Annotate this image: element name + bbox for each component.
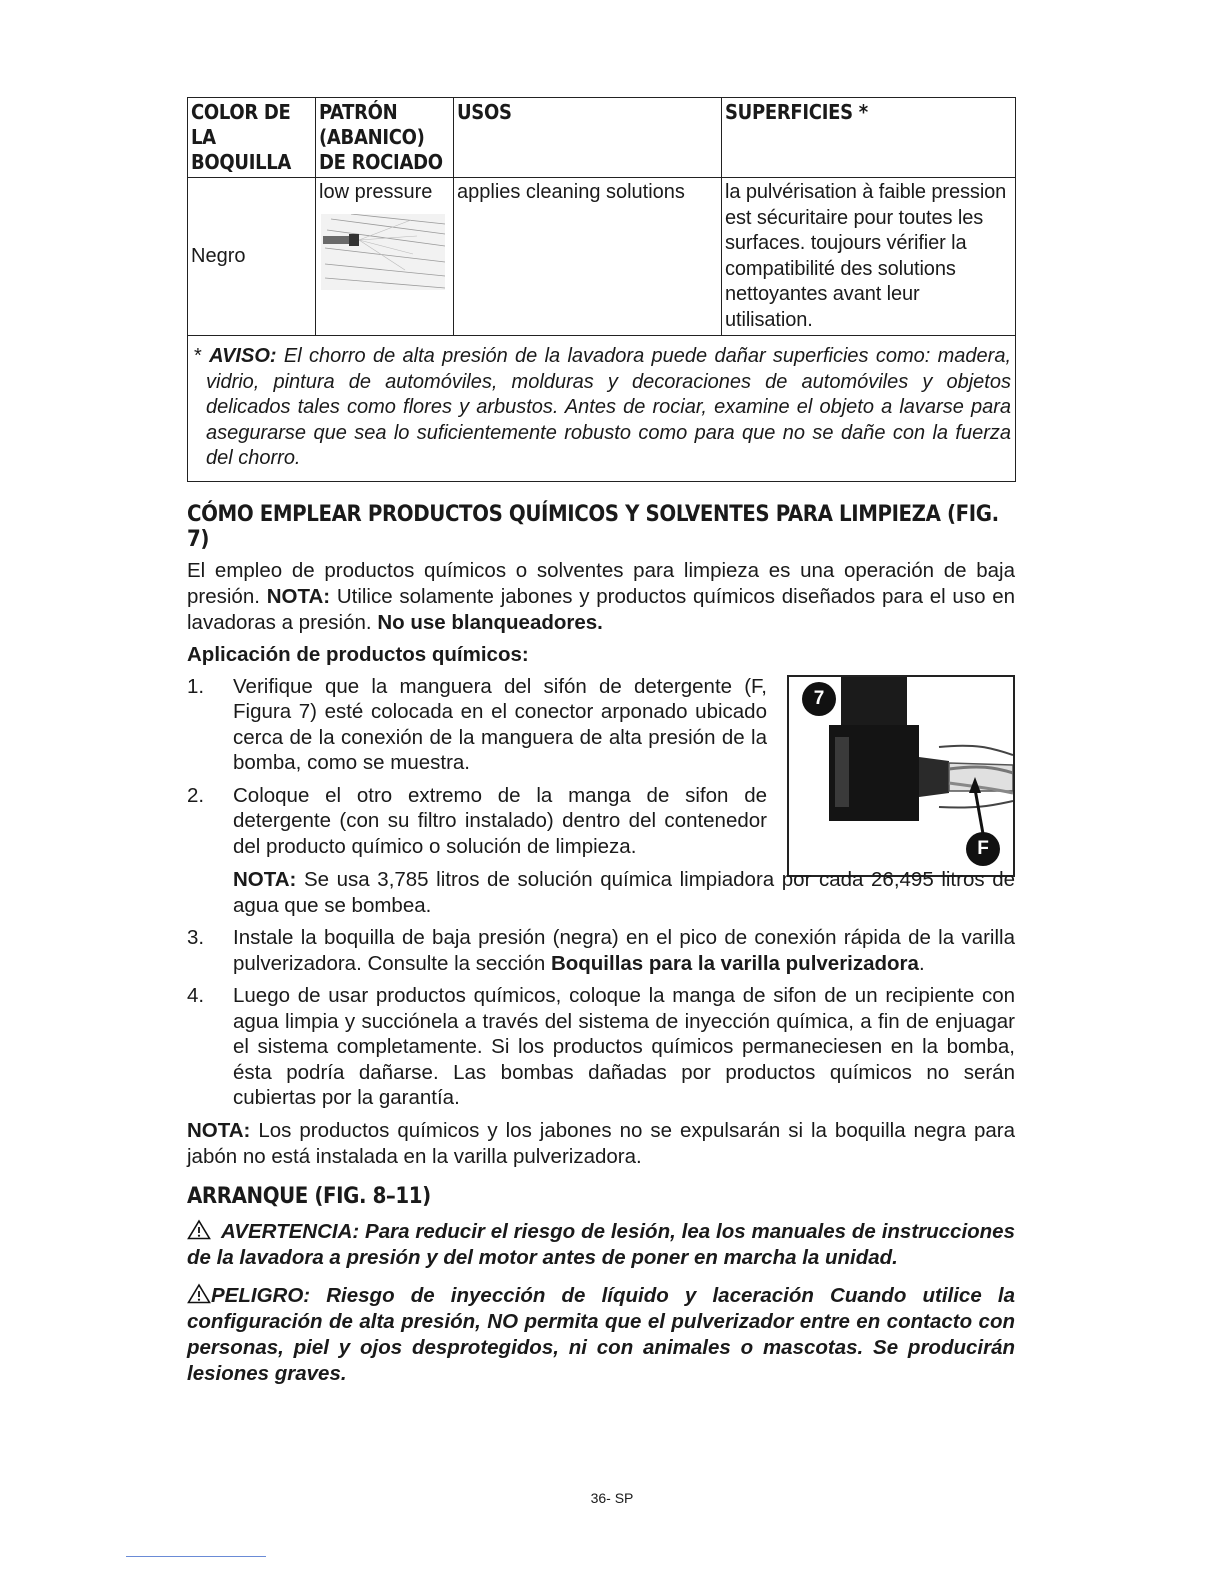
nozzle-table bbox=[187, 97, 1016, 482]
nozzle-color: Negro bbox=[188, 178, 316, 336]
bottom-divider bbox=[126, 1556, 266, 1557]
intro-text-2: Utilice solamente jabones y productos químicos diseñados para el uso en lavadoras a presión. bbox=[187, 584, 1016, 634]
step-text: Verifique que la manguera del sifón de detergente (F, Figura 7) esté colocada en el conector arponado ubicado cerca de la conexión de la manguera de alta presión de la bomba, como se muestra. bbox=[233, 674, 767, 774]
step-text: Coloque el otro extremo de la manga de sifon de detergente (con su filtro instalado) dentro del contenedor del producto químico o solución de limpieza. bbox=[233, 783, 767, 858]
nozzle-uses: applies cleaning solutions bbox=[454, 178, 722, 336]
list-item bbox=[187, 783, 767, 860]
step2-note-text: Se usa 3,785 litros de solución química limpiadora por cada 26,495 litros de agua que se bombea. bbox=[233, 868, 1015, 917]
figure-7 bbox=[787, 675, 1015, 877]
step2-nota-label: NOTA: bbox=[233, 868, 297, 891]
start-section-title: ARRANQUE (FIG. 8–11) bbox=[187, 1183, 431, 1209]
final-note-text: Los productos químicos y los jabones no se expulsarán si la boquilla negra para jabón no está instalada en la varilla pulverizadora. bbox=[187, 1118, 1015, 1168]
step-2-note bbox=[187, 867, 1015, 918]
callout-f: F bbox=[977, 837, 989, 859]
list-item bbox=[187, 674, 767, 776]
page-number: 36- SP bbox=[590, 1490, 634, 1506]
table-row bbox=[188, 178, 1016, 336]
list-item bbox=[187, 925, 1015, 976]
header-color: COLOR DE LA BOQUILLA bbox=[188, 98, 316, 178]
step-number: 2. bbox=[187, 783, 205, 807]
final-note bbox=[187, 1118, 1015, 1170]
warning-text: AVERTENCIA: Para reducir el riesgo de lesión, lea los manuales de instrucciones de la lavadora a presión y del motor antes de poner en marcha la unidad. bbox=[187, 1219, 1015, 1269]
warning-paragraph bbox=[187, 1219, 1015, 1271]
intro-nota-label: NOTA: bbox=[266, 584, 331, 608]
chem-section-title: CÓMO EMPLEAR PRODUCTOS QUÍMICOS Y SOLVENTES PARA LIMPIEZA (FIG. 7) bbox=[187, 501, 999, 552]
page-content bbox=[187, 97, 1015, 1387]
step-number: 1. bbox=[187, 674, 205, 698]
step-text: Luego de usar productos químicos, coloque la manga de sifon de un recipiente con agua limpia y succiónela a través del sistema de inyección química, a fin de enjuagar el sistema completamente. Si los productos químicos permaneciesen en la bomba, ésta podría dañarse. Las bombas dañadas por productos químicos no serán cubiertas por la garantía. bbox=[233, 984, 1015, 1109]
step-number: 3. bbox=[187, 926, 205, 949]
table-header-row bbox=[188, 98, 1016, 178]
header-uses: USOS bbox=[454, 98, 722, 178]
table-note-row bbox=[188, 336, 1016, 482]
step-link-bold: Boquillas para la varilla pulverizadora bbox=[550, 951, 919, 975]
danger-icon bbox=[187, 1283, 211, 1304]
step-text-2: . bbox=[918, 951, 925, 975]
header-surfaces: SUPERFICIES * bbox=[722, 98, 1016, 178]
low-pressure-spray-image bbox=[321, 214, 445, 290]
note-star: * bbox=[194, 345, 202, 367]
aviso-note bbox=[188, 336, 1016, 482]
warning-icon bbox=[187, 1219, 211, 1240]
chem-subhead: Aplicación de productos químicos: bbox=[187, 642, 529, 666]
step-number: 4. bbox=[187, 984, 205, 1007]
pattern-label: low pressure bbox=[319, 181, 433, 203]
intro-bold: No use blanqueadores. bbox=[377, 610, 603, 634]
aviso-label: AVISO: bbox=[209, 345, 277, 367]
header-pattern: PATRÓN (ABANICO) DE ROCIADO bbox=[316, 98, 454, 178]
intro-text-1: El empleo de productos químicos o solventes para limpieza es una operación de baja presión. bbox=[187, 558, 1015, 608]
danger-text: PELIGRO: Riesgo de inyección de líquido y laceración Cuando utilice la configuración de alta presión, NO permita que el pulverizador entre en contacto con personas, piel y ojos desprotegidos, ni con animales o mascotas. Se producirán lesiones graves. bbox=[187, 1283, 1015, 1385]
spray-pattern-cell bbox=[316, 178, 454, 336]
danger-paragraph bbox=[187, 1283, 1015, 1387]
aviso-text: El chorro de alta presión de la lavadora puede dañar superficies como: madera, vidrio, pintura de automóviles, molduras y decoraciones de automóviles y objetos delicados tales como flores y arbustos. Antes de rociar, examine el objeto a lavarse para asegurarse que sea lo suficientemente robusto como para que no se dañe con la fuerza del chorro. bbox=[206, 345, 1012, 469]
list-item bbox=[187, 983, 1015, 1111]
final-nota-label: NOTA: bbox=[187, 1118, 251, 1142]
nozzle-surfaces: la pulvérisation à faible pression est sécuritaire pour toutes les surfaces. toujours vérifier la compatibilité des solutions nettoyantes avant leur utilisation. bbox=[722, 178, 1016, 336]
figure-number: 7 bbox=[813, 687, 825, 709]
step-text-1: Instale la boquilla de baja presión (negra) en el pico de conexión rápida de la varilla pulverizadora. Consulte la sección bbox=[233, 926, 1015, 975]
chem-intro bbox=[187, 558, 1015, 636]
